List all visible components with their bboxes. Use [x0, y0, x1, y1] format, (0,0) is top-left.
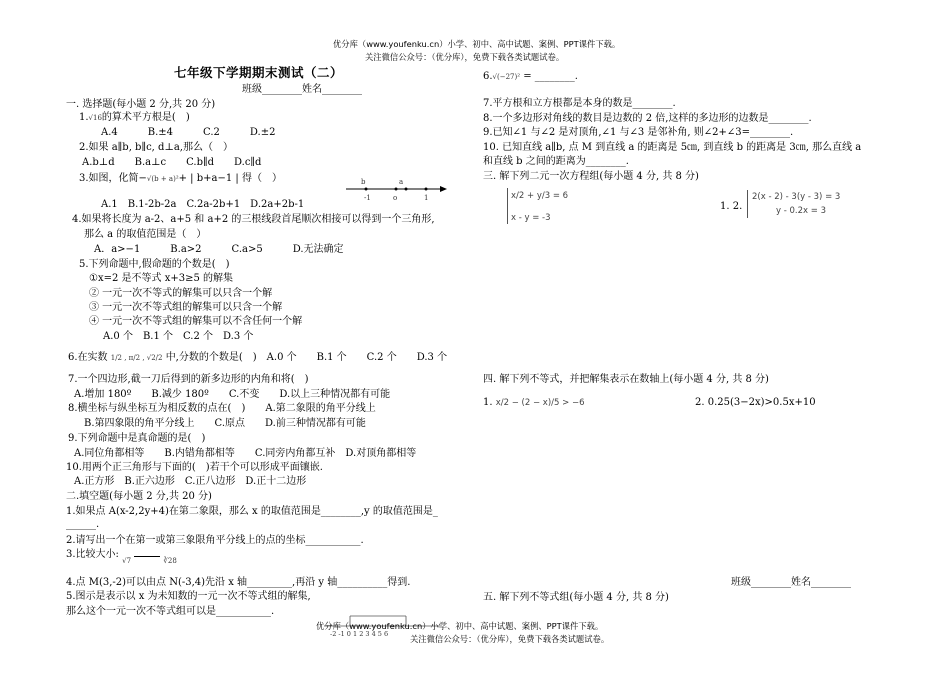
inequality-1: 1. x/2 − (2 − x)/5 > −6 — [483, 397, 585, 408]
system-2-equation-1: 2(x - 2) - 3(y - 3) = 3 — [752, 192, 841, 202]
question-5-statement-3: ③ 一元一次不等式组的解集可以只含一个解 — [89, 302, 283, 313]
right-q6-sqrt: √(−27)² — [492, 73, 521, 81]
fill-5-ticks: -2 -1 0 1 2 3 4 5 6 — [330, 630, 389, 638]
fill-3-cbrt-28: ∛28 — [163, 557, 177, 565]
number-line-label-a: a — [399, 178, 404, 186]
question-10-options: A.正方形 B.正六边形 C.正八边形 D.正十二边形 — [74, 476, 307, 487]
question-1-options: A.4 B.±4 C.2 D.±2 — [101, 127, 276, 138]
inequality-2: 2. 0.25(3−2x)>0.5x+10 — [695, 397, 816, 408]
question-2: 2.如果 a∥b, b∥c, d⊥a,那么（ ） — [79, 142, 233, 153]
question-5: 5.下列命题中,假命题的个数是( ) — [79, 259, 230, 270]
system-1-equation-2: x - y = -3 — [511, 213, 551, 223]
fill-3-sqrt-7: √7 — [122, 557, 132, 565]
number-line-label-one: 1 — [424, 194, 429, 202]
right-question-6: 6.√(−27)² = ________. — [483, 71, 578, 82]
system-2-brace — [747, 190, 748, 218]
fill-5-line-2: 那么这个一元一次不等式组可以是___________. — [66, 606, 275, 617]
q6-numbers: 1/2 , π/2 , √2/2 — [110, 354, 163, 362]
system-1-equation-1: x/2 + y/3 = 6 — [511, 191, 569, 201]
right-question-10-line-2: 和直线 b 之间的距离为________. — [483, 156, 629, 167]
section-3-heading: 三. 解下列二元一次方程组(每小题 4 分, 共 8 分) — [483, 171, 699, 182]
question-4-options: A．a>−1 B.a>2 C.a>5 D.无法确定 — [94, 244, 344, 255]
system-2-equation-2: y - 0.2x = 3 — [776, 206, 826, 216]
question-9-options: A.同位角都相等 B.内错角都相等 C.同旁内角都互补 D.对顶角都相等 — [74, 448, 417, 459]
header-line-1: 优分库（www.youfenku.cn）小学、初中、高中试题、案例、PPT课件下载。 — [333, 39, 621, 49]
q3-sqrt: √(b + a)² — [146, 175, 179, 183]
question-3-options: A.1 B.1-2b-2a C.2a-2b+1 D.2a+2b-1 — [101, 199, 305, 210]
question-8: 8.横坐标与纵坐标互为相反数的点在( ) A.第二象限的角平分线上 — [68, 403, 376, 414]
fill-4: 4.点 M(3,-2)可以由点 N(-3,4)先沿 x 轴_________,再沿 y 轴__________得到. — [66, 577, 411, 588]
right-question-9: 9.已知∠1 与∠2 是对顶角,∠1 与∠3 是邻补角, 则∠2+∠3=________. — [483, 127, 794, 138]
inequality-1-expr: x/2 − (2 − x)/5 > −6 — [495, 398, 585, 408]
section-2-heading: 二.填空题(每小题 2 分,共 20 分) — [66, 491, 212, 502]
fill-1-line-1: 1.如果点 A(x-2,2y+4)在第二象限，那么 x 的取值范围是________,y 的取值范围是_ — [66, 506, 438, 517]
question-5-statement-1: ①x=2 是不等式 x+3≥5 的解集 — [89, 273, 234, 284]
question-5-statement-4: ④ 一元一次不等式组的解集可以不含任何一个解 — [89, 316, 303, 327]
question-5-options: A.0 个 B.1 个 C.2 个 D.3 个 — [103, 331, 254, 342]
footer-line-2: 关注微信公众号：（优分库），免费下载各类试题试卷。 — [410, 634, 610, 644]
question-1: 1.√16的算术平方根是( ) — [79, 112, 190, 123]
section-4-heading: 四. 解下列不等式，并把解集表示在数轴上(每小题 4 分, 共 8 分) — [483, 374, 769, 385]
question-7-options: A.增加 180º B.减少 180º C.不变 D.以上三种情况都有可能 — [74, 389, 391, 400]
number-line-label-minus-one: -1 — [364, 194, 371, 202]
fill-2: 2.请写出一个在第一或第三象限角平分线上的点的坐标___________. — [66, 535, 364, 546]
question-10: 10.用两个正三角形与下面的( )若干个可以形成平面镶嵌. — [66, 462, 323, 473]
question-2-options: A.b⊥d B.a⊥c C.b∥d D.c∥d — [82, 157, 262, 168]
system-1-brace — [507, 188, 508, 224]
question-3: 3.如图，化简−√(b + a)²+ | b+a−1 | 得（ ） — [79, 173, 282, 184]
class-name-line: 班级________姓名________ — [242, 84, 362, 95]
page-title: 七年级下学期期末测试（二） — [174, 65, 344, 80]
question-7: 7.一个四边形,截一刀后得到的新多边形的内角和将( ) — [68, 374, 309, 385]
right-question-10-line-1: 10. 已知直线 a∥b, 点 M 到直线 a 的距离是 5㎝, 到直线 b 的距离是 3㎝, 那么直线 a — [483, 142, 862, 153]
section-5-heading: 五. 解下列不等式组(每小题 4 分, 共 8 分) — [483, 592, 669, 603]
fill-5-line-1: 5.图示是表示以 x 为未知数的一元一次不等式组的解集, — [66, 591, 311, 602]
right-question-8: 8.一个多边形对角线的数目是边数的 2 倍,这样的多边形的边数是________. — [483, 113, 812, 124]
fill-3: 3.比较大小: $_{√7}$ $_{∛28}$ — [66, 549, 177, 565]
system-label: 1. 2. — [720, 201, 743, 212]
number-line-label-b: b — [361, 178, 366, 186]
q1-sqrt: √16 — [88, 114, 102, 122]
question-4-line-1: 4.如果将长度为 a-2、a+5 和 a+2 的三根线段首尾顺次相接可以得到一个三角形, — [72, 214, 435, 225]
question-9: 9.下列命题中是真命题的是( ) — [68, 433, 206, 444]
question-8-options: B.第四象限的角平分线上 C.原点 D.前三种情况都有可能 — [84, 418, 366, 429]
header-line-2: 关注微信公众号：（优分库），免费下载各类试题试卷。 — [365, 52, 565, 62]
number-line-label-zero: o — [393, 194, 398, 202]
right-question-7: 7.平方根和立方根都是本身的数是________. — [483, 98, 676, 109]
section-1-heading: 一. 选择题(每小题 2 分,共 20 分) — [66, 99, 216, 110]
right-class-name-line: 班级________姓名________ — [731, 577, 851, 588]
question-4-line-2: 那么 a 的取值范围是（ ） — [84, 229, 207, 240]
question-5-statement-2: ② 一元一次不等式的解集可以只含一个解 — [89, 288, 273, 299]
footer-line-1: 优分库（www.youfenku.cn）小学、初中、高中试题、案例、PPT课件下载。 — [316, 621, 604, 631]
question-6: 6.在实数 1/2 , π/2 , √2/2 中,分数的个数是( ) A.0 个 B.1 个 C.2 个 D.3 个 — [68, 352, 448, 363]
fill-1-line-2: ______. — [66, 519, 100, 530]
